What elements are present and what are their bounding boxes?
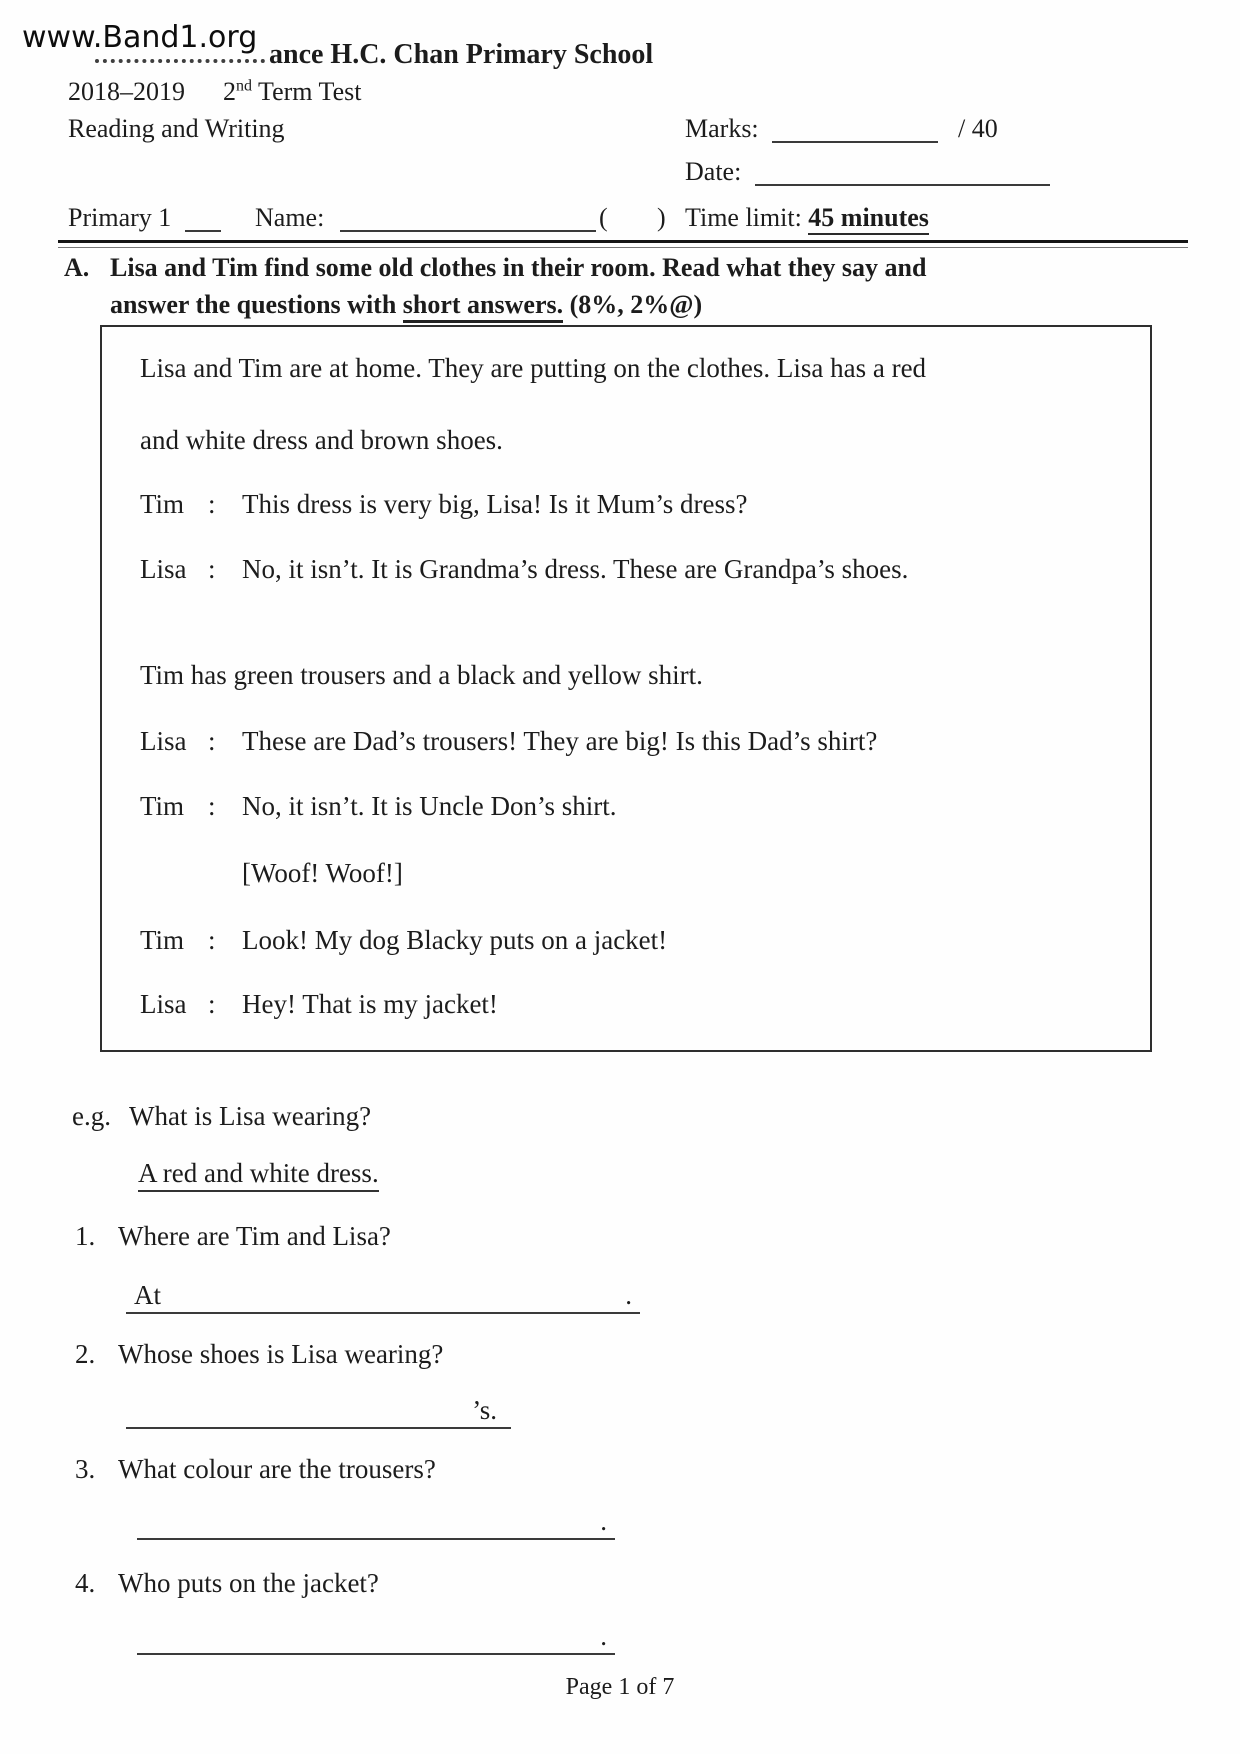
name-blank: [340, 192, 596, 232]
speaker-label: Lisa: [140, 554, 187, 584]
example-answer: A red and white dress.: [138, 1158, 379, 1192]
term-line: [68, 73, 362, 111]
dialogue-text: No, it isn’t. It is Grandma’s dress. These are Grandpa’s shoes.: [242, 554, 909, 584]
class-level-label: Primary 1: [68, 203, 172, 232]
question-line-2: [75, 1335, 443, 1373]
answer-suffix: .: [600, 1621, 607, 1651]
time-limit-line: [685, 199, 929, 237]
dialogue-text: These are Dad’s trousers! They are big! Is this Dad’s shirt?: [242, 726, 878, 756]
watermark: www.Band1.org: [22, 20, 258, 55]
subject-title: Reading and Writing: [68, 114, 285, 143]
speaker-label: Lisa: [140, 726, 187, 756]
dialogue-line: [140, 921, 667, 959]
answer-line-1: [126, 1272, 640, 1314]
answer-line-3: [137, 1498, 615, 1540]
dialogue-text: Look! My dog Blacky puts on a jacket!: [242, 925, 668, 955]
passage-box: [100, 325, 1152, 1052]
dialogue-text: This dress is very big, Lisa! Is it Mum’s dress?: [242, 489, 748, 519]
time-limit-value: 45 minutes: [808, 203, 929, 235]
term-test-text: Term Test: [252, 77, 362, 106]
question-line-4: [75, 1564, 379, 1602]
dialogue-line: [140, 485, 747, 523]
speaker-colon: :: [208, 989, 216, 1019]
marks-total: / 40: [958, 114, 998, 143]
question-line-1: [75, 1217, 391, 1255]
section-a-instruction-line2: answer the questions with short answers. (8%, 2%@): [110, 286, 702, 324]
paren-open: (: [599, 203, 608, 232]
narration-line: Tim has green trousers and a black and yellow shirt.: [140, 660, 703, 690]
class-blank: [185, 192, 221, 232]
answer-prefix: At: [134, 1280, 161, 1310]
answer-line-2: [126, 1387, 511, 1429]
speaker-label: Lisa: [140, 989, 187, 1019]
header-divider: [58, 240, 1188, 248]
example-answer-line: [138, 1154, 379, 1192]
speaker-label: Tim: [140, 925, 185, 955]
question-text: Where are Tim and Lisa?: [118, 1221, 391, 1251]
example-line: [72, 1097, 371, 1135]
speaker-colon: :: [208, 791, 216, 821]
question-number: 4.: [75, 1568, 96, 1598]
speaker-label: Tim: [140, 791, 185, 821]
dialogue-text: Hey! That is my jacket!: [242, 989, 498, 1019]
speaker-colon: :: [208, 925, 216, 955]
answer-line-4: [137, 1613, 615, 1655]
question-number: 1.: [75, 1221, 96, 1251]
answer-suffix: .: [625, 1280, 632, 1310]
narration-line: Lisa and Tim are at home. They are putting on the clothes. Lisa has a red: [140, 353, 927, 383]
speaker-colon: :: [208, 726, 216, 756]
speaker-colon: :: [208, 554, 216, 584]
question-line-3: [75, 1450, 436, 1488]
question-text: What colour are the trousers?: [118, 1454, 436, 1484]
name-label: Name:: [255, 203, 325, 232]
paren-close: ): [657, 203, 666, 232]
answer-suffix: ’s.: [472, 1395, 497, 1425]
dialogue-line: [140, 550, 908, 588]
section-a-label: A.: [64, 253, 90, 282]
example-label: e.g.: [72, 1101, 111, 1131]
example-question: What is Lisa wearing?: [129, 1101, 372, 1131]
dialogue-line: [140, 787, 617, 825]
school-name-text: ance H.C. Chan Primary School: [269, 39, 654, 70]
marks-blank: [772, 103, 938, 143]
question-number: 2.: [75, 1339, 96, 1369]
short-answers-underlined: short answers.: [403, 290, 563, 323]
speaker-label: Tim: [140, 489, 185, 519]
dialogue-text: No, it isn’t. It is Uncle Don’s shirt.: [242, 791, 617, 821]
year-text: 2018–2019: [68, 77, 185, 106]
question-number: 3.: [75, 1454, 96, 1484]
page-footer: Page 1 of 7: [565, 1674, 675, 1700]
question-text: Who puts on the jacket?: [118, 1568, 379, 1598]
time-limit-label: Time limit:: [685, 203, 802, 232]
answer-suffix: .: [600, 1506, 607, 1536]
date-label: Date:: [685, 157, 742, 186]
speaker-colon: :: [208, 489, 216, 519]
dialogue-line: [140, 722, 877, 760]
term-number: 2: [223, 77, 236, 106]
dialogue-line: [140, 985, 498, 1023]
term-ordinal-suffix: nd: [236, 77, 252, 95]
narration-line: and white dress and brown shoes.: [140, 425, 503, 455]
section-a-instruction-line1: Lisa and Tim find some old clothes in their room. Read what they say and: [110, 253, 927, 282]
question-text: Whose shoes is Lisa wearing?: [118, 1339, 444, 1369]
sound-effect-line: [Woof! Woof!]: [242, 858, 403, 888]
marks-label: Marks:: [685, 114, 759, 143]
date-blank: [755, 146, 1050, 186]
